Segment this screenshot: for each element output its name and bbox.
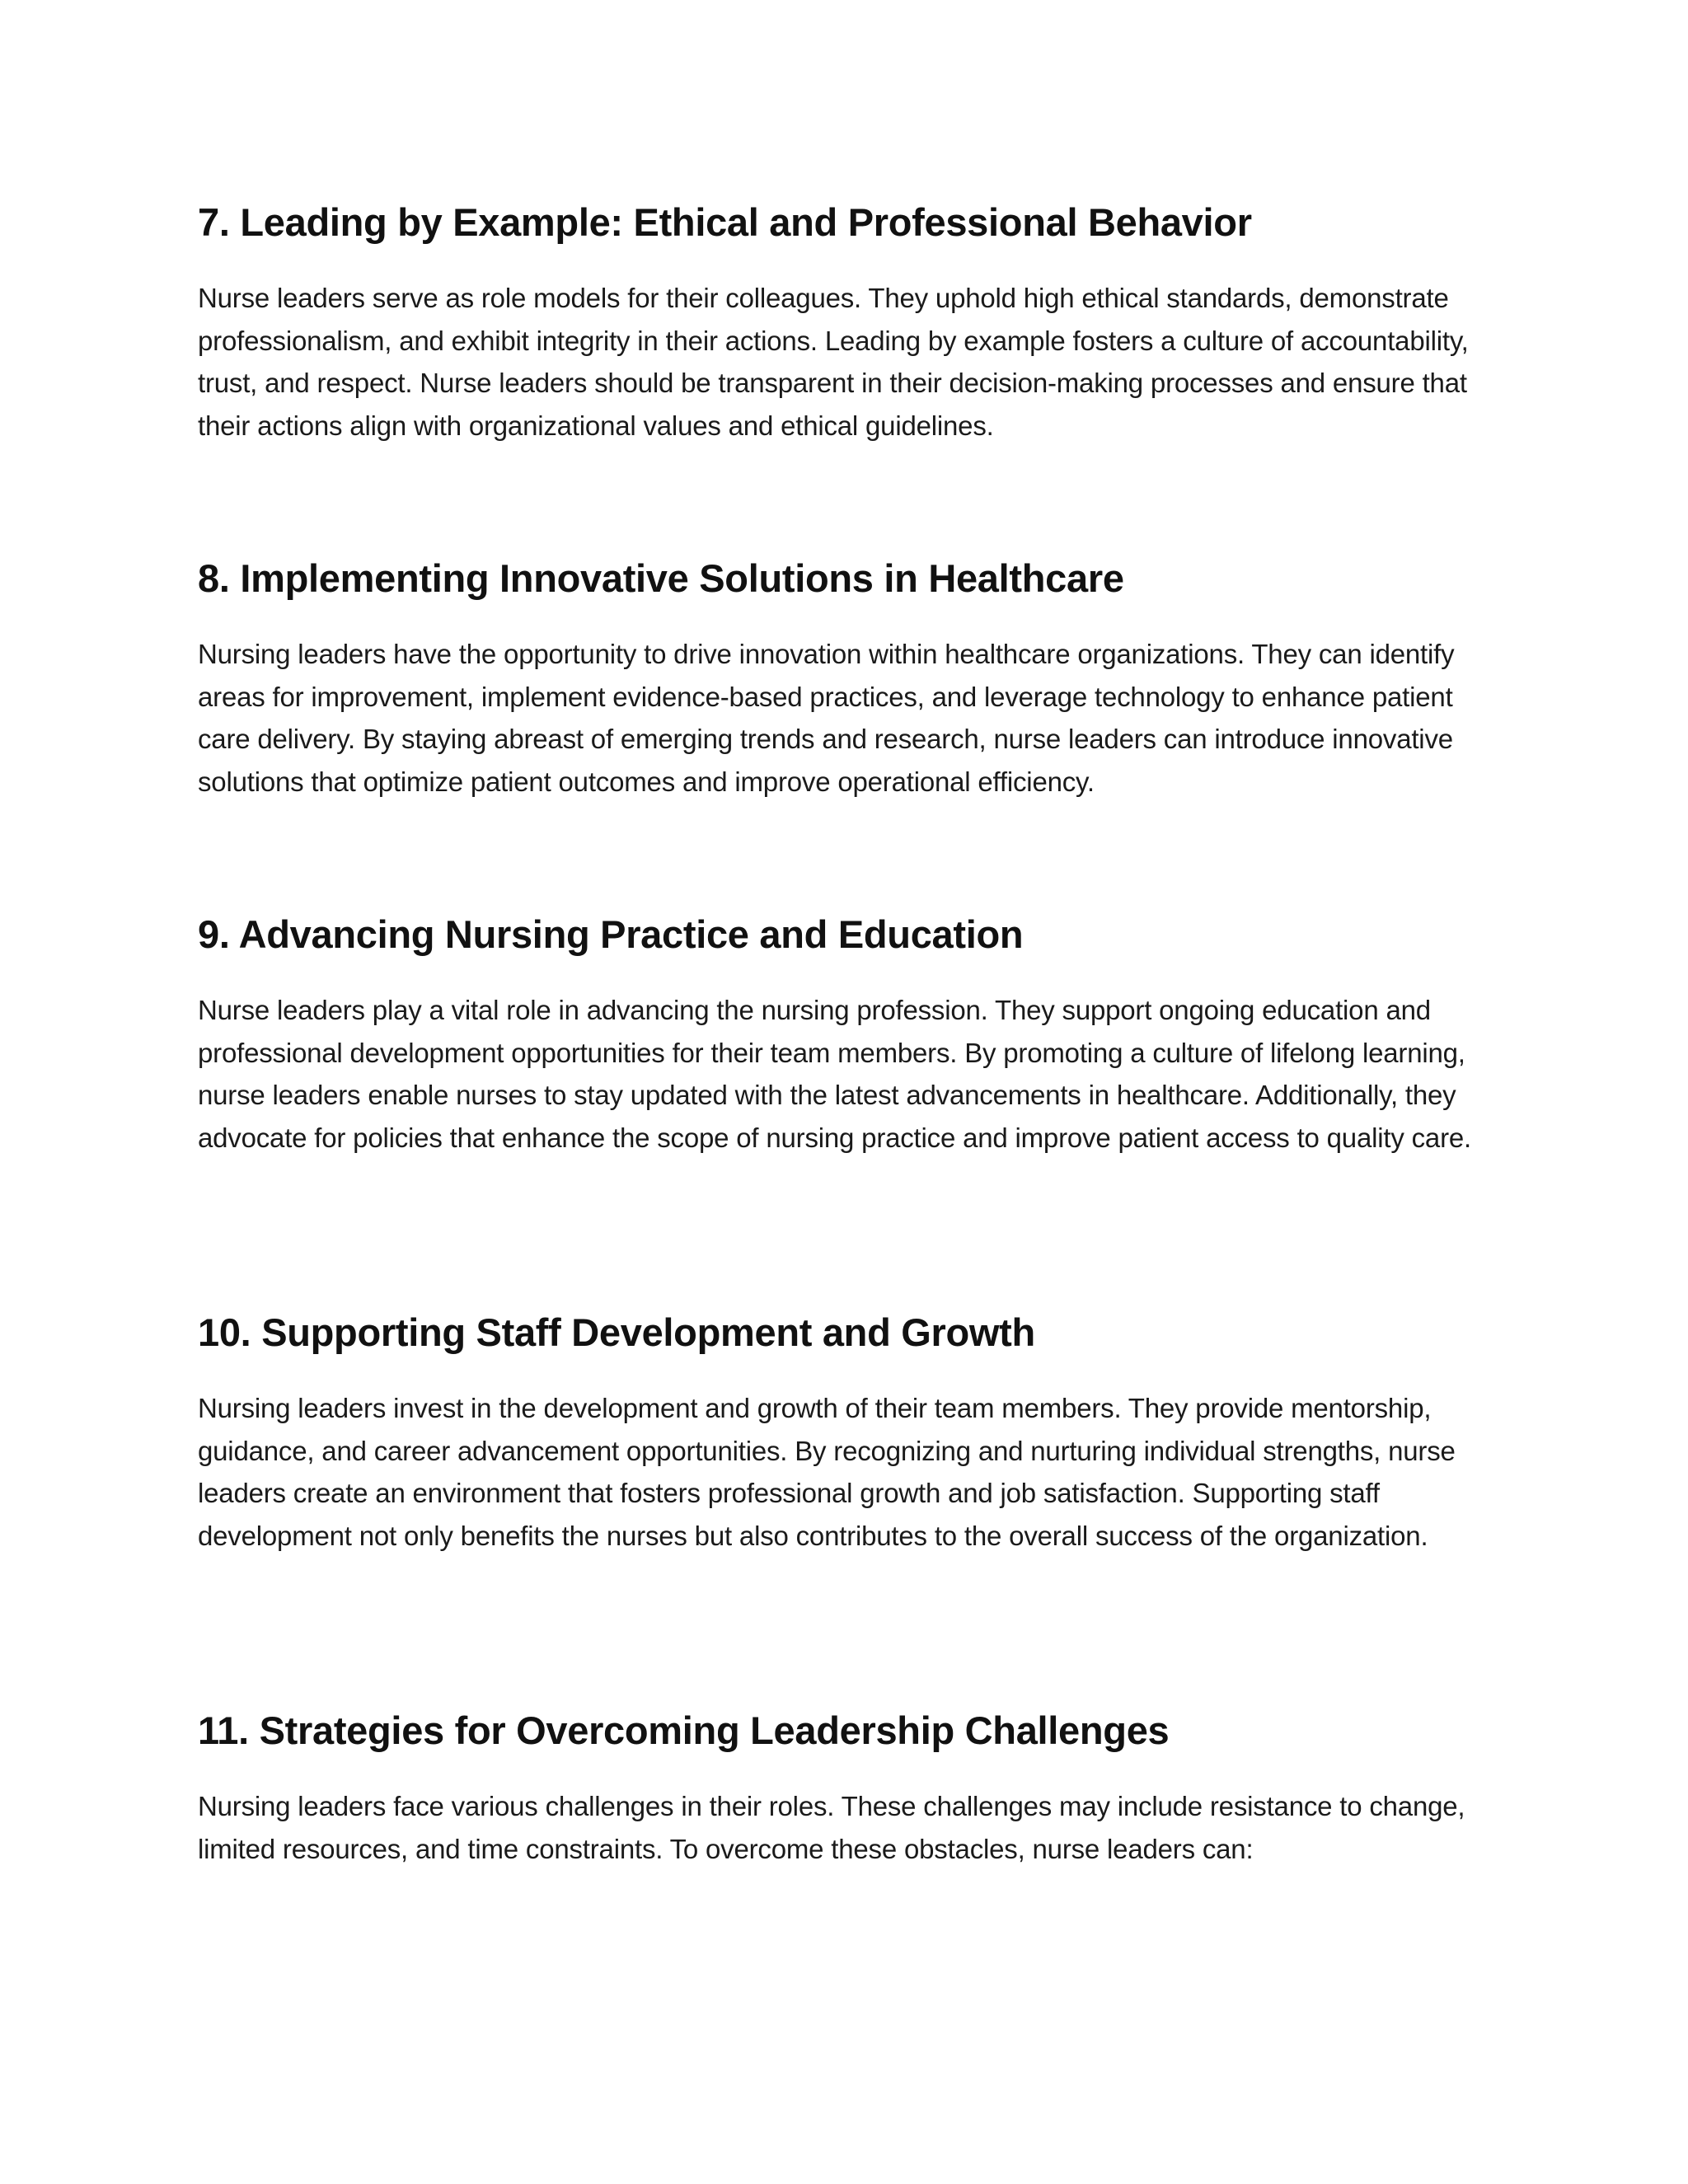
section-leadership-challenges bbox=[198, 1706, 1500, 1870]
section-advancing-practice bbox=[198, 910, 1500, 1159]
section-paragraph: Nurse leaders serve as role models for their colleagues. They uphold high ethical standards, demonstrate professionalism, and exhibit integrity in their actions. Leading by example fosters a culture of accountability, trust, and respect. Nurse leaders should be transparent in their decision-making processes and ensure that their actions align with organizational values and ethical guidelines. bbox=[198, 283, 1469, 441]
section-staff-development bbox=[198, 1308, 1500, 1557]
section-paragraph: Nursing leaders invest in the development and growth of their team members. They provide mentorship, guidance, and career advancement opportunities. By recognizing and nurturing individual strengths, nurse leaders create an environment that fosters professional growth and job satisfaction. Supporting staff development not only benefits the nurses but also contributes to the overall success of the organization. bbox=[198, 1393, 1456, 1551]
section-heading: 10. Supporting Staff Development and Growth bbox=[198, 1310, 1035, 1354]
section-innovative-solutions bbox=[198, 554, 1500, 803]
section-heading: 9. Advancing Nursing Practice and Education bbox=[198, 912, 1024, 956]
section-paragraph: Nursing leaders have the opportunity to drive innovation within healthcare organizations. They can identify areas for improvement, implement evidence-based practices, and leverage technology to enhance patient care delivery. By staying abreast of emerging trends and research, nurse leaders can introduce innovative solutions that optimize patient outcomes and improve operational efficiency. bbox=[198, 639, 1455, 797]
section-heading: 11. Strategies for Overcoming Leadership Challenges bbox=[198, 1708, 1170, 1752]
section-paragraph: Nursing leaders face various challenges in their roles. These challenges may include resistance to change, limited resources, and time constraints. To overcome these obstacles, nurse leaders can: bbox=[198, 1791, 1465, 1864]
section-heading: 8. Implementing Innovative Solutions in Healthcare bbox=[198, 556, 1124, 600]
section-heading: 7. Leading by Example: Ethical and Professional Behavior bbox=[198, 200, 1252, 244]
section-leading-by-example bbox=[198, 198, 1500, 447]
section-paragraph: Nurse leaders play a vital role in advancing the nursing profession. They support ongoing education and professional development opportunities for their team members. By promoting a culture of lifelong learning, nurse leaders enable nurses to stay updated with the latest advancements in healthcare. Additionally, they advocate for policies that enhance the scope of nursing practice and improve patient access to quality care. bbox=[198, 995, 1471, 1153]
